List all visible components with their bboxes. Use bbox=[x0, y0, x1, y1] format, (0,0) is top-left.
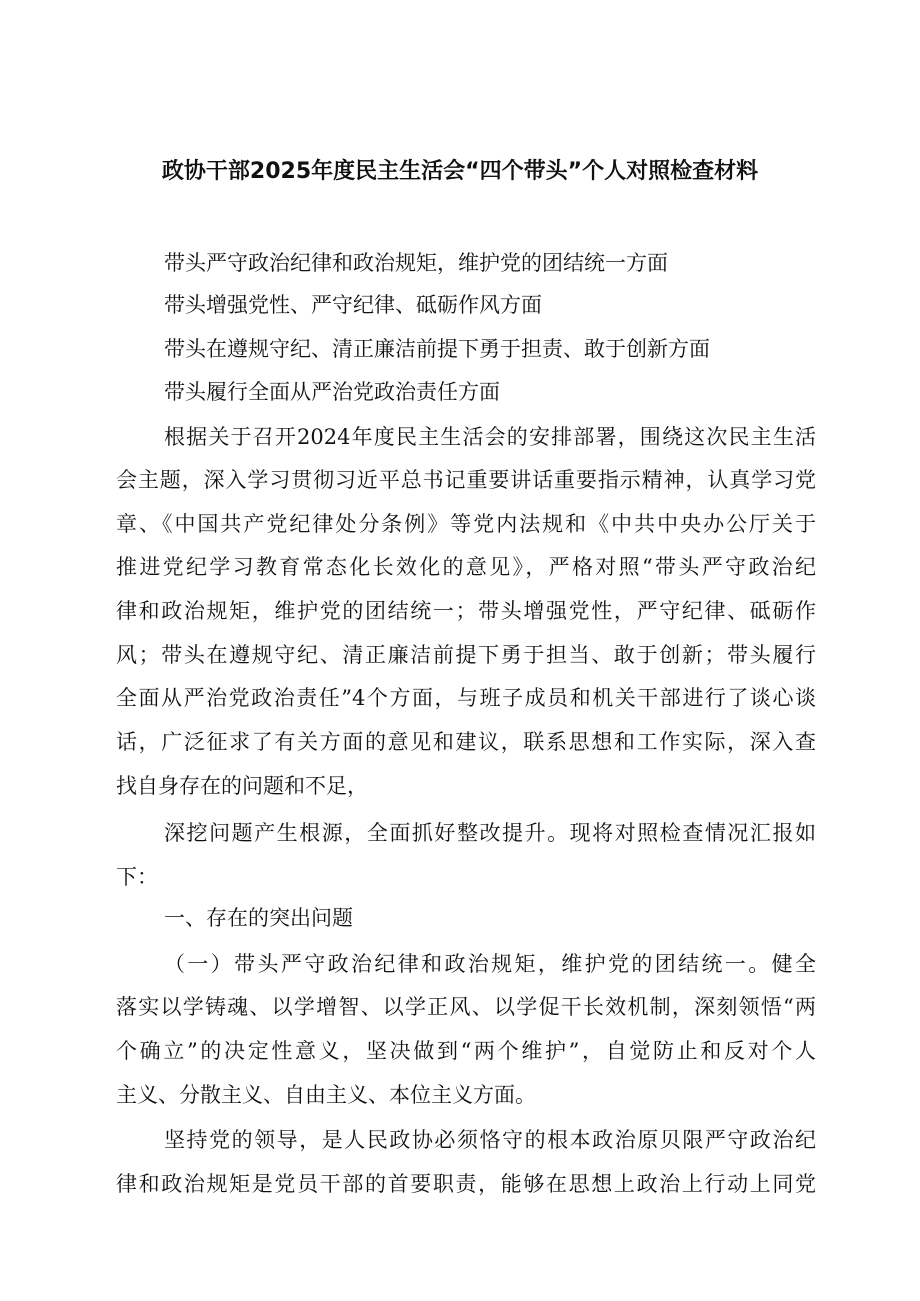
intro-paragraph-line: 章、《中国共产党纪律处分条例》等党内法规和《中共中央办公厅关于 bbox=[116, 512, 816, 536]
outline-item-4: 带头履行全面从严治党政治责任方面 bbox=[164, 380, 500, 404]
outline-item-3: 带头在遵规守纪、清正廉洁前提下勇于担责、敢于创新方面 bbox=[164, 337, 710, 361]
last-paragraph-line: 律和政治规矩是党员干部的首要职责，能够在思想上政治上行动上同党 bbox=[116, 1172, 816, 1196]
subsection-paragraph-line: 主义、分散主义、自由主义、本位主义方面。 bbox=[116, 1083, 536, 1107]
section-heading: 一、存在的突出问题 bbox=[164, 906, 353, 930]
intro-paragraph-line: 会主题，深入学习贯彻习近平总书记重要讲话重要指示精神，认真学习党 bbox=[116, 468, 816, 492]
intro-paragraph-line: 推进党纪学习教育常态化长效化的意见》，严格对照“带头严守政治纪 bbox=[116, 555, 816, 579]
outline-item-2: 带头增强党性、严守纪律、砥砺作风方面 bbox=[164, 293, 542, 317]
subsection-paragraph-line: （一）带头严守政治纪律和政治规矩，维护党的团结统一。健全 bbox=[164, 952, 816, 976]
second-paragraph-line: 深挖问题产生根源，全面抓好整改提升。现将对照检查情况汇报如 bbox=[164, 821, 816, 845]
outline-item-1: 带头严守政治纪律和政治规矩，维护党的团结统一方面 bbox=[164, 251, 668, 275]
subsection-paragraph-line: 个确立”的决定性意义，坚决做到“两个维护”，自觉防止和反对个人 bbox=[116, 1039, 816, 1063]
intro-paragraph-line: 找自身存在的问题和不足， bbox=[116, 774, 368, 798]
intro-paragraph-line: 话，广泛征求了有关方面的意见和建议，联系思想和工作实际，深入查 bbox=[116, 730, 816, 754]
intro-paragraph-line: 风；带头在遵规守纪、清正廉洁前提下勇于担当、敢于创新；带头履行 bbox=[116, 643, 816, 667]
last-paragraph-line: 坚持党的领导，是人民政协必须恪守的根本政治原贝限严守政治纪 bbox=[164, 1128, 816, 1152]
intro-paragraph-line: 律和政治规矩，维护党的团结统一；带头增强党性，严守纪律、砥砺作 bbox=[116, 599, 816, 623]
intro-paragraph-line: 根据关于召开2024年度民主生活会的安排部署，围绕这次民主生活 bbox=[164, 425, 816, 449]
subsection-paragraph-line: 落实以学铸魂、以学增智、以学正风、以学促干长效机制，深刻领悟“两 bbox=[116, 995, 816, 1019]
second-paragraph-line: 下： bbox=[116, 865, 158, 889]
document-title: 政协干部2025年度民主生活会“四个带头”个人对照检查材料 bbox=[161, 159, 759, 184]
intro-paragraph-line: 全面从严治党政治责任”4个方面，与班子成员和机关干部进行了谈心谈 bbox=[116, 686, 816, 710]
